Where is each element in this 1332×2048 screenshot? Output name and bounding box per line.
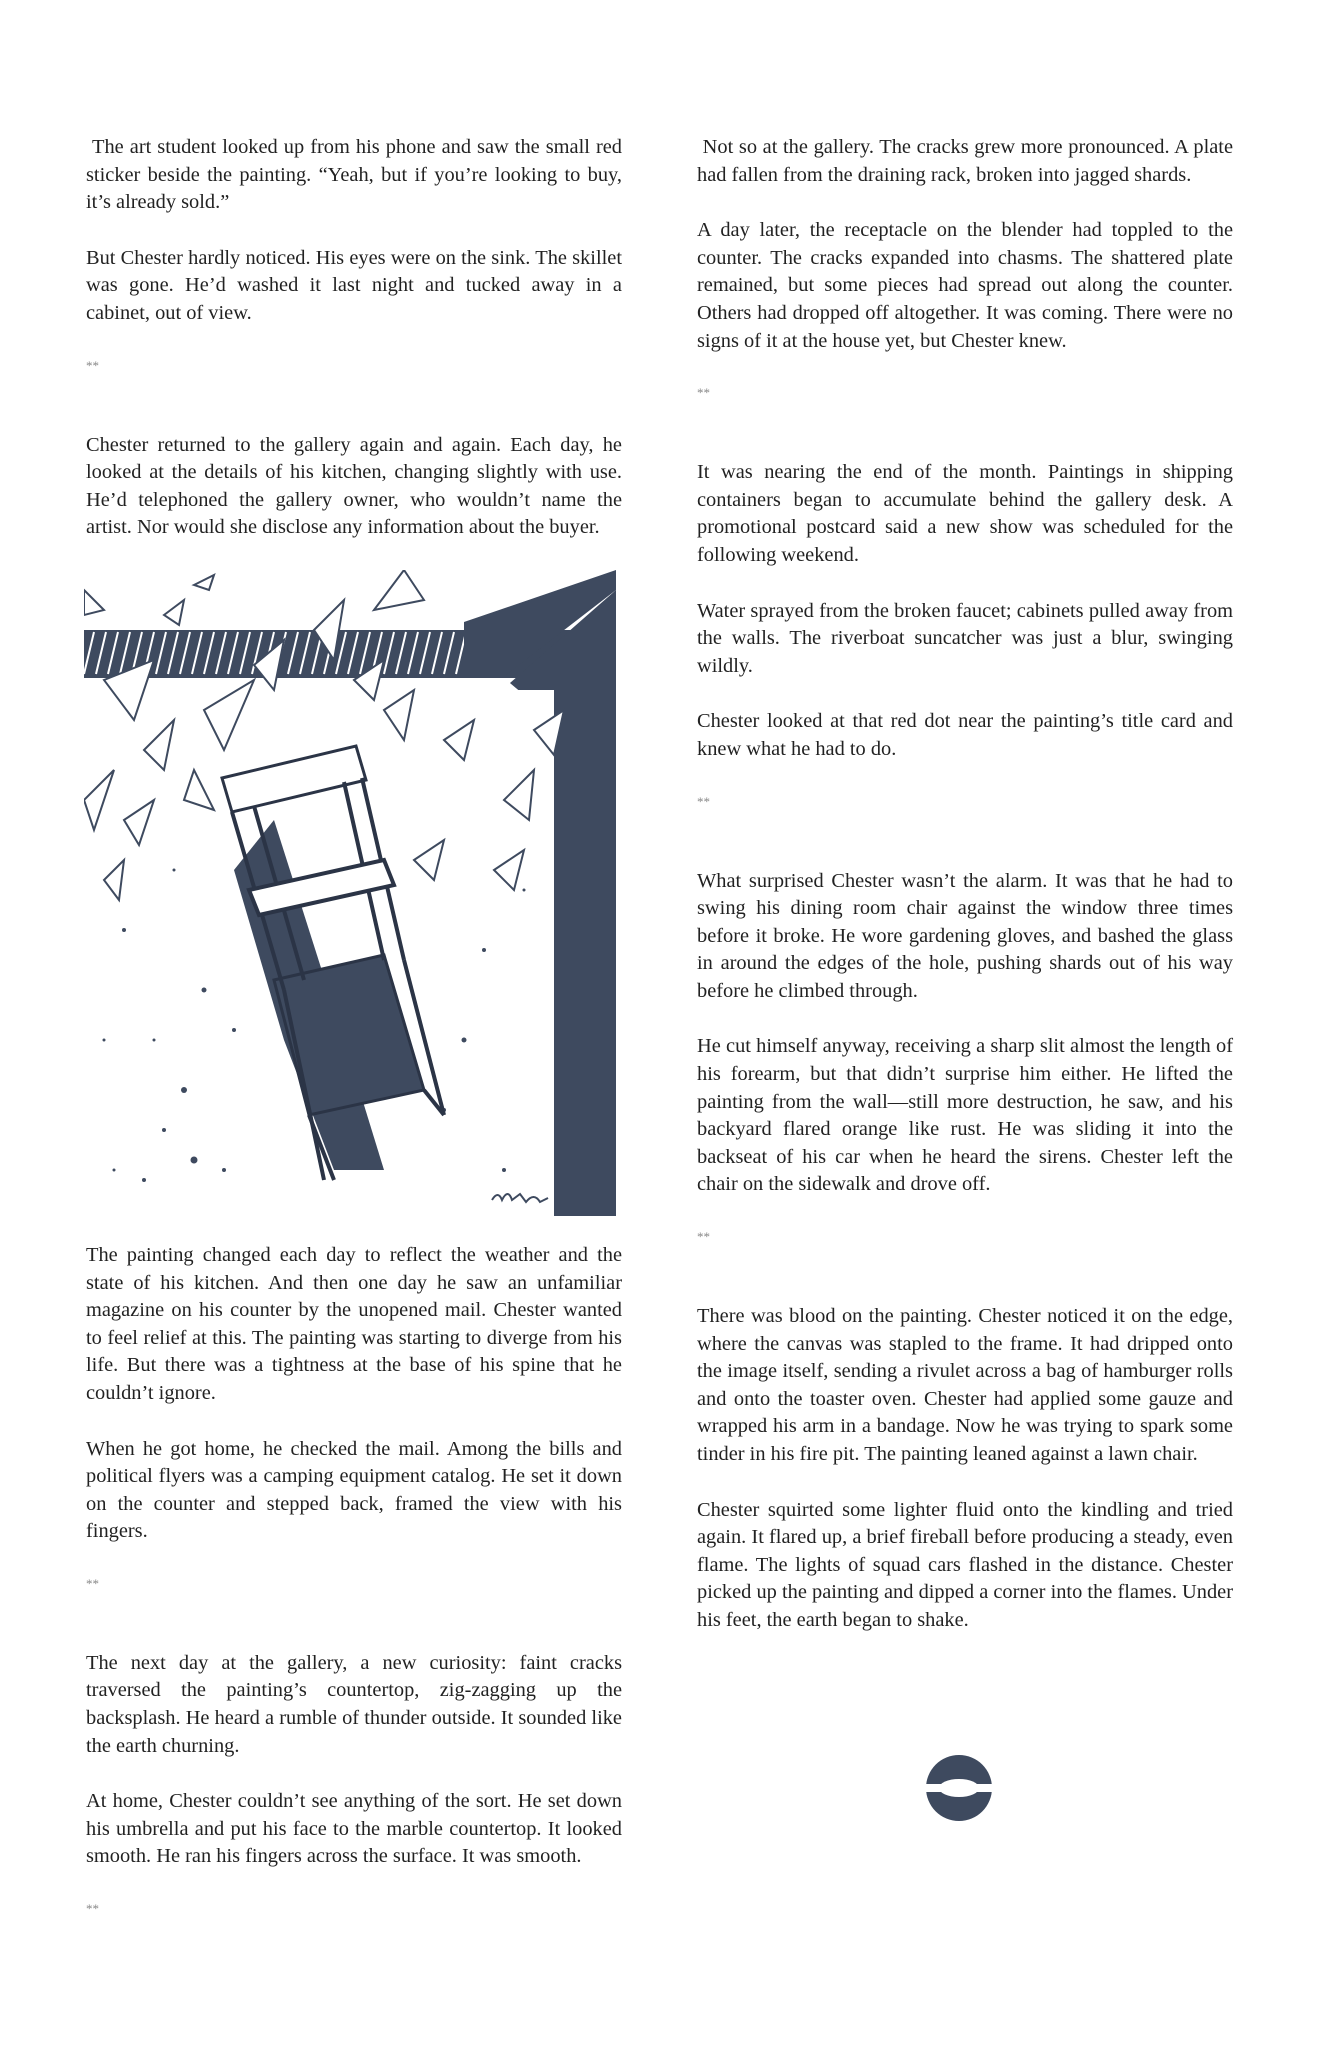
paragraph: Chester returned to the gallery again and again. Each day, he looked at the details of his kitchen, changing slightly with use. He’d telephoned the gallery owner, who wouldn’t name the artist. Nor would she disclose any information about the buyer. bbox=[86, 433, 622, 539]
paragraph: Chester squirted some lighter fluid onto the kindling and tried again. It flared up, a brief fireball before producing a steady, even flame. The lights of squad cars flashed in the distance. Chester picked up the painting and dipped a corner into the flames. Under his feet, the earth began to shake. bbox=[697, 1498, 1233, 1631]
chair-window-illustration bbox=[84, 570, 616, 1216]
paragraph: Chester looked at that red dot near the painting’s title card and knew what he had to do. bbox=[697, 710, 1233, 760]
section-separator: ** bbox=[697, 793, 710, 809]
end-mark-icon bbox=[924, 1753, 994, 1823]
section-separator: ** bbox=[86, 357, 99, 373]
paragraph: It was nearing the end of the month. Paintings in shipping containers began to accumulate behind the gallery desk. A promotional postcard said a new show was scheduled for the following weekend. bbox=[697, 461, 1233, 566]
paragraph: The next day at the gallery, a new curiosity: faint cracks traversed the painting’s countertop, zig-zagging up the backsplash. He heard a rumble of thunder outside. It sounded like the earth churning. bbox=[86, 1651, 622, 1757]
right-column bbox=[697, 134, 1233, 1663]
paragraph: A day later, the receptacle on the blender had toppled to the counter. The cracks expanded into chasms. The shattered plate remained, but some pieces had spread out along the counter. Others had dropped off altogether. It was coming. There were no signs of it at the house yet, but Chester knew. bbox=[697, 219, 1233, 352]
section-separator: ** bbox=[86, 1901, 99, 1917]
paragraph: He cut himself anyway, receiving a sharp slit almost the length of his forearm, but that didn’t surprise him either. He lifted the painting from the wall—still more destruction, he saw, and his backyard flared orange like rust. He was sliding it into the backseat of his car when he heard the sirens. Chester left the chair on the sidewalk and drove off. bbox=[697, 1035, 1233, 1196]
paragraph: There was blood on the painting. Chester noticed it on the edge, where the canvas was stapled to the frame. It had dripped onto the image itself, sending a rivulet across a bag of hamburger rolls and onto the toaster oven. Chester had applied some gauze and wrapped his arm in a bandage. Now he was trying to spark some tinder in his fire pit. The painting leaned against a lawn chair. bbox=[697, 1305, 1233, 1465]
paragraph: What surprised Chester wasn’t the alarm. It was that he had to swing his dining room chair against the window three times before it broke. He wore gardening gloves, and bashed the glass in around the edges of the hole, pushing shards out of his way before he climbed through. bbox=[697, 869, 1233, 1002]
section-separator: ** bbox=[697, 1229, 710, 1245]
section-separator: ** bbox=[86, 1575, 99, 1591]
paragraph: Water sprayed from the broken faucet; cabinets pulled away from the walls. The riverboat suncatcher was just a blur, swinging wildly. bbox=[697, 599, 1233, 677]
paragraph: At home, Chester couldn’t see anything of the sort. He set down his umbrella and put his face to the marble countertop. It looked smooth. He ran his fingers across the surface. It was smooth. bbox=[86, 1790, 622, 1868]
left-column bbox=[86, 134, 622, 1975]
paragraph: Not so at the gallery. The cracks grew more pronounced. A plate had fallen from the draining rack, broken into jagged shards. bbox=[697, 136, 1233, 186]
paragraph: When he got home, he checked the mail. Among the bills and political flyers was a camping equipment catalog. He set it down on the counter and stepped back, framed the view with his fingers. bbox=[86, 1437, 622, 1543]
section-separator: ** bbox=[697, 385, 710, 401]
paragraph: The painting changed each day to reflect the weather and the state of his kitchen. And then one day he saw an unfamiliar magazine on his counter by the unopened mail. Chester wanted to feel relief at this. The painting was starting to diverge from his life. But there was a tightness at the base of his spine that he couldn’t ignore. bbox=[86, 1243, 622, 1404]
paragraph: The art student looked up from his phone and saw the small red sticker beside the painting. “Yeah, but if you’re looking to buy, it’s already sold.” bbox=[86, 136, 622, 214]
paragraph: But Chester hardly noticed. His eyes were on the sink. The skillet was gone. He’d washed it last night and tucked away in a cabinet, out of view. bbox=[86, 246, 622, 324]
